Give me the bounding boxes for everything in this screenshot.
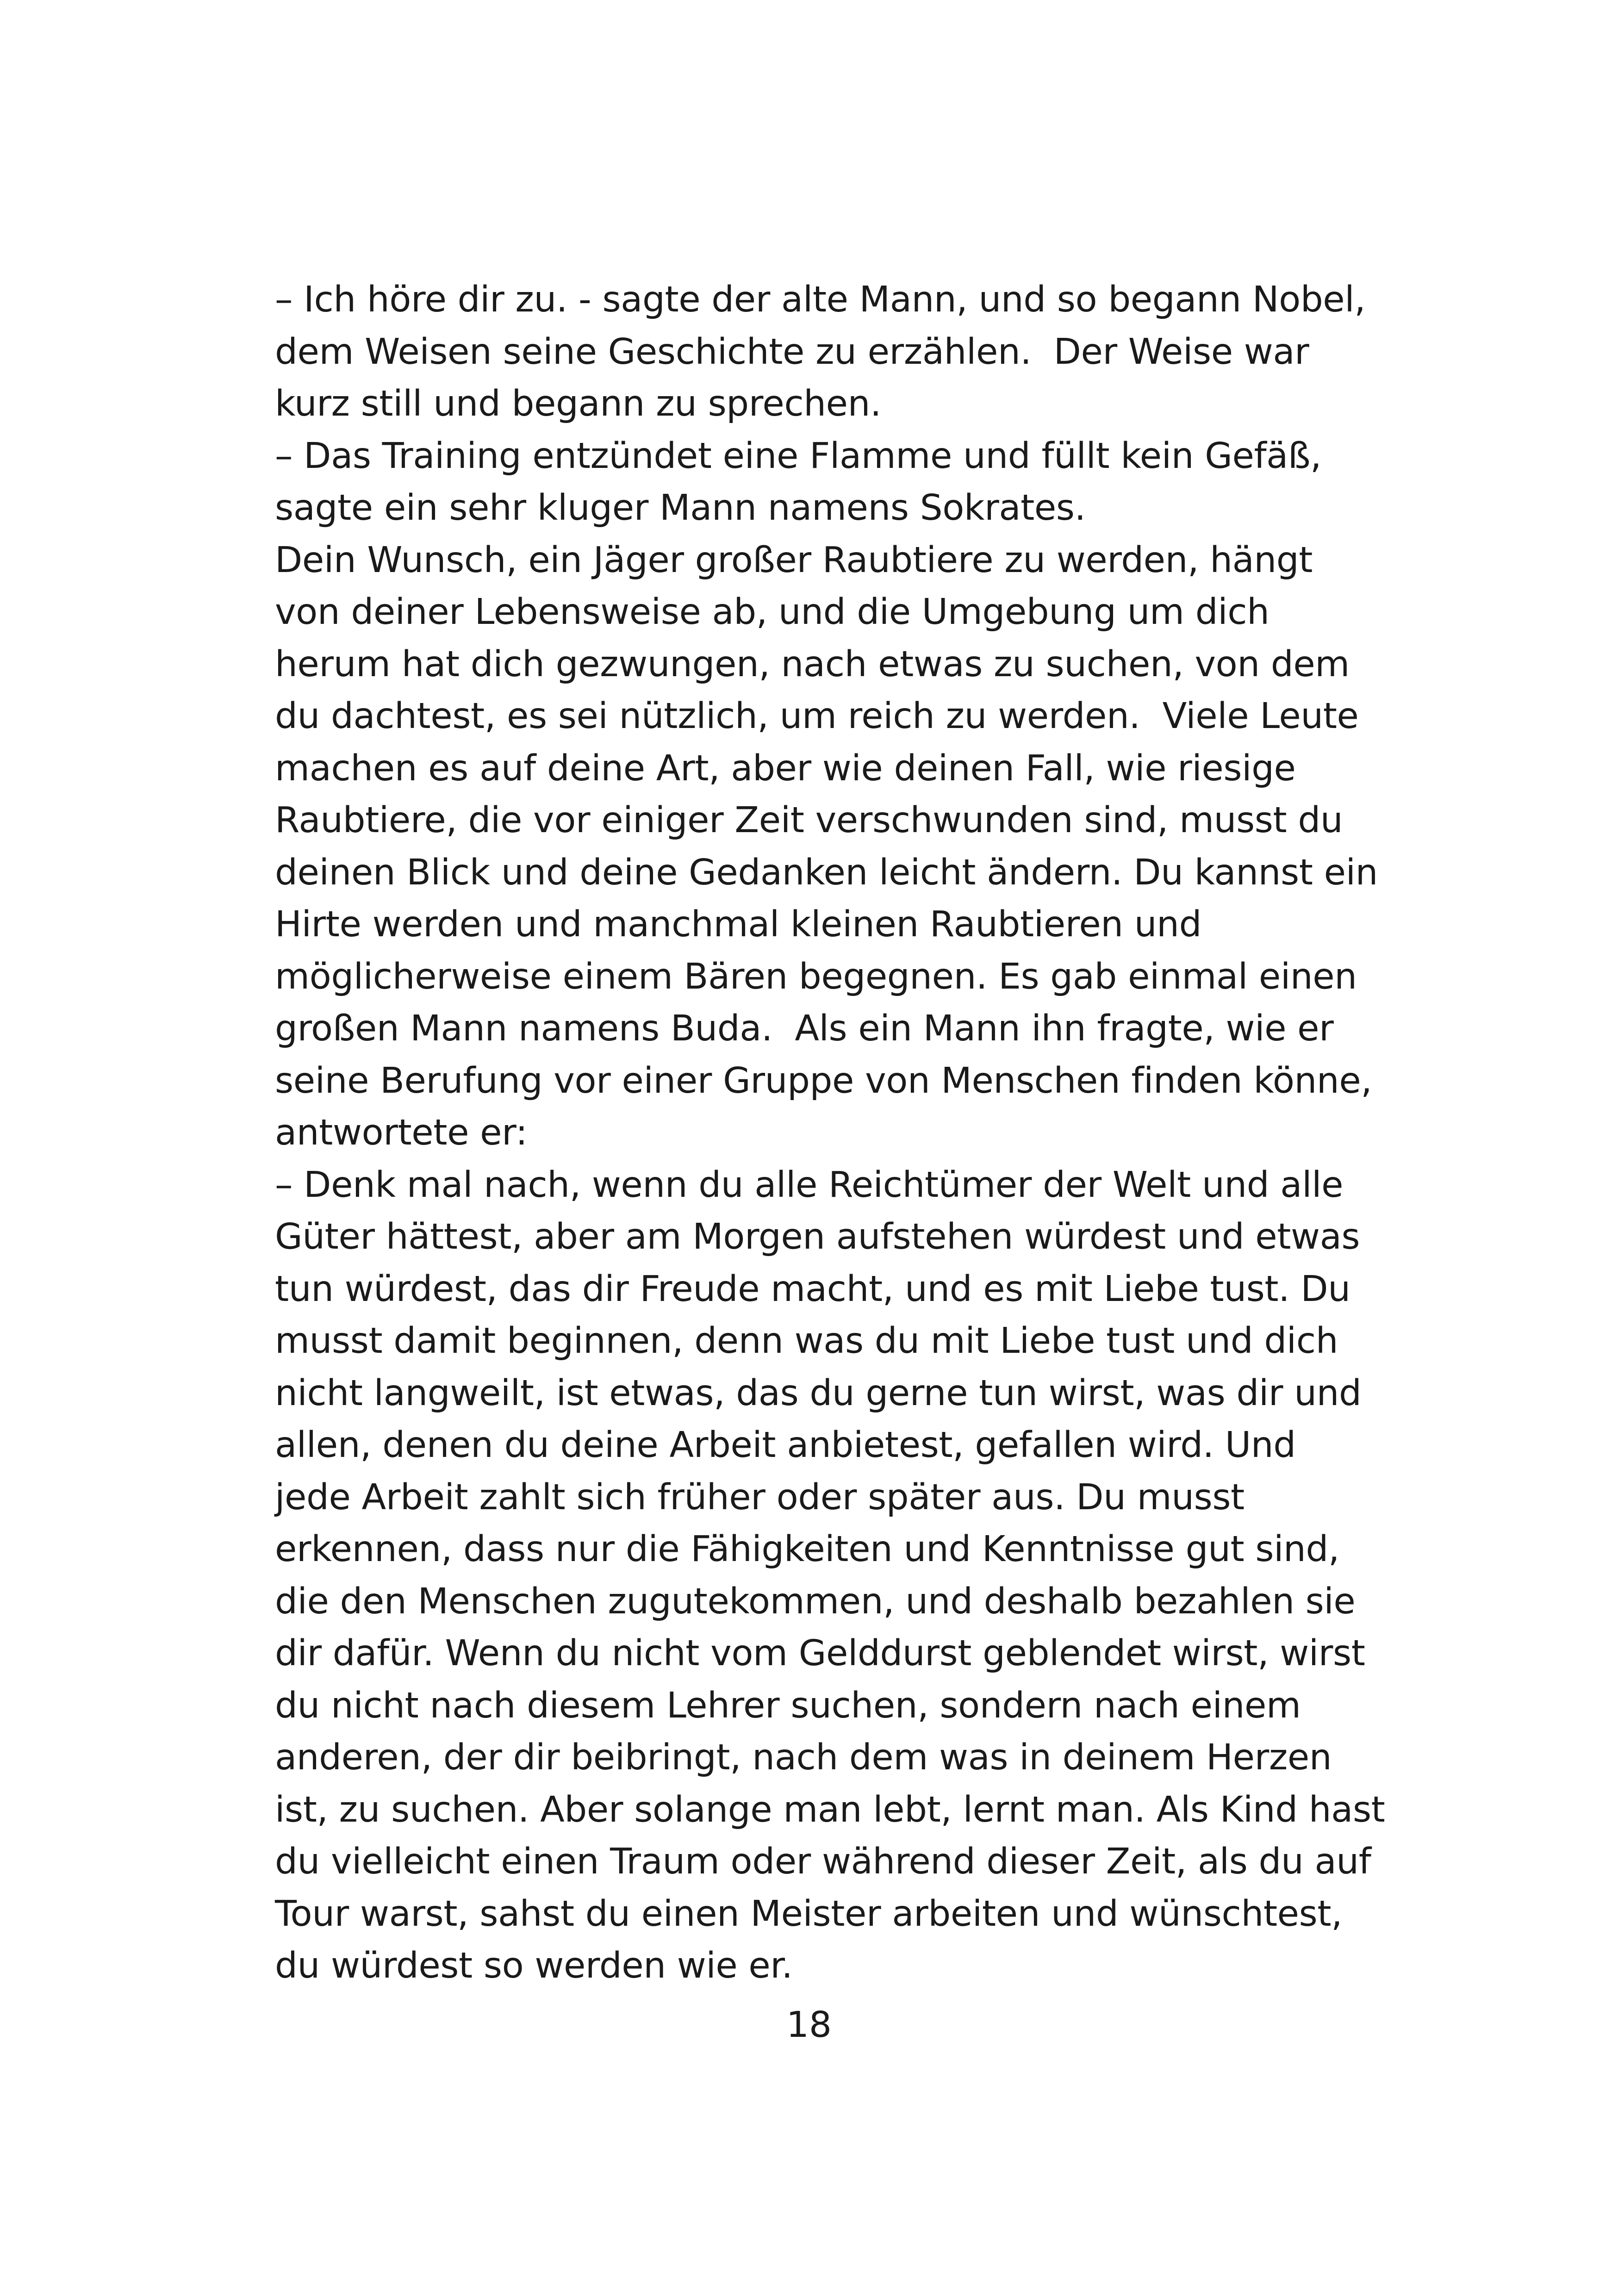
text-line: dir dafür. Wenn du nicht vom Gelddurst geblendet wirst, wirst	[275, 1633, 1365, 1674]
text-line: ist, zu suchen. Aber solange man lebt, lernt man. Als Kind hast	[275, 1789, 1385, 1830]
text-line: Raubtiere, die vor einiger Zeit verschwunden sind, musst du	[275, 800, 1343, 841]
text-line: – Denk mal nach, wenn du alle Reichtümer der Welt und alle	[275, 1164, 1344, 1206]
text-line: dem Weisen seine Geschichte zu erzählen. Der Weise war	[275, 331, 1309, 373]
text-line: erkennen, dass nur die Fähigkeiten und Kenntnisse gut sind,	[275, 1529, 1340, 1570]
text-line: du dachtest, es sei nützlich, um reich zu werden. Viele Leute	[275, 696, 1359, 737]
text-line: Güter hättest, aber am Morgen aufstehen würdest und etwas	[275, 1216, 1360, 1257]
text-line: anderen, der dir beibringt, nach dem was in deinem Herzen	[275, 1737, 1332, 1778]
page-number: 18	[786, 2004, 832, 2046]
text-line: du würdest so werden wie er.	[275, 1945, 793, 1986]
text-line: sagte ein sehr kluger Mann namens Sokrates.	[275, 487, 1086, 529]
text-line: tun würdest, das dir Freude macht, und es mit Liebe tust. Du	[275, 1268, 1350, 1310]
text-line: antwortete er:	[275, 1112, 528, 1153]
text-line: deinen Blick und deine Gedanken leicht ändern. Du kannst ein	[275, 852, 1378, 893]
text-line: von deiner Lebensweise ab, und die Umgebung um dich	[275, 591, 1270, 633]
text-line: nicht langweilt, ist etwas, das du gerne tun wirst, was dir und	[275, 1372, 1362, 1414]
text-line: – Das Training entzündet eine Flamme und füllt kein Gefäß,	[275, 435, 1322, 477]
text-line: möglicherweise einem Bären begegnen. Es gab einmal einen	[275, 956, 1357, 997]
text-line: kurz still und begann zu sprechen.	[275, 383, 882, 424]
text-line: du vielleicht einen Traum oder während dieser Zeit, als du auf	[275, 1841, 1371, 1882]
text-line: großen Mann namens Buda. Als ein Mann ihn fragte, wie er	[275, 1008, 1334, 1049]
text-line: Tour warst, sahst du einen Meister arbeiten und wünschtest,	[275, 1893, 1343, 1935]
text-line: die den Menschen zugutekommen, und deshalb bezahlen sie	[275, 1580, 1356, 1622]
text-line: seine Berufung vor einer Gruppe von Menschen finden könne,	[275, 1060, 1372, 1101]
text-line: musst damit beginnen, denn was du mit Liebe tust und dich	[275, 1320, 1338, 1362]
text-line: – Ich höre dir zu. - sagte der alte Mann, und so begann Nobel,	[275, 279, 1366, 320]
text-line: allen, denen du deine Arbeit anbietest, gefallen wird. Und	[275, 1425, 1296, 1466]
text-line: du nicht nach diesem Lehrer suchen, sondern nach einem	[275, 1685, 1301, 1726]
body-text	[275, 274, 1386, 1992]
text-line: Hirte werden und manchmal kleinen Raubtieren und	[275, 904, 1202, 945]
text-line: Dein Wunsch, ein Jäger großer Raubtiere zu werden, hängt	[275, 539, 1313, 581]
text-line: jede Arbeit zahlt sich früher oder später aus. Du musst	[275, 1476, 1245, 1518]
text-line: herum hat dich gezwungen, nach etwas zu suchen, von dem	[275, 643, 1350, 685]
text-line: machen es auf deine Art, aber wie deinen Fall, wie riesige	[275, 747, 1296, 789]
